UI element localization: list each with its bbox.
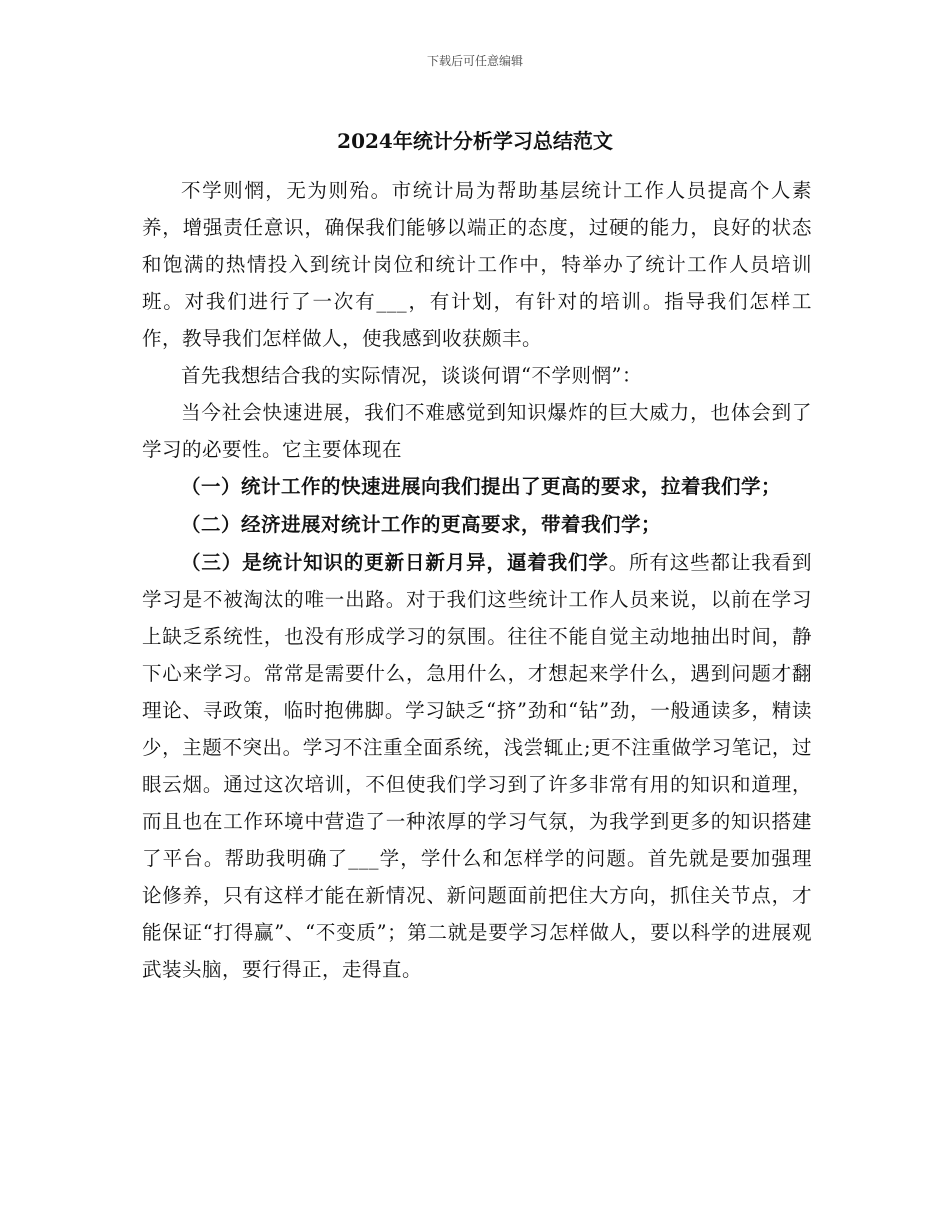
paragraph-point-three-body: 。所有这些都让我看到学习是不被淘汰的唯一出路。对于我们这些统计工作人员来说，以前在学习上缺乏系统性，也没有形成学习的氛围。往往不能自觉主动地抽出时间，静下心来学习。常常是需要什么，急用什么，才想起来学什么，遇到问题才翻理论、寻政策，临时抱佛脚。学习缺乏“挤”劲和“钻”劲，一般通读多，精读少，主题不突出。学习不注重全面系统，浅尝辄止;更不注重做学习笔记，过眼云烟。通过这次培训，不但使我们学习到了许多非常有用的知识和道理，而且也在工作环境中营造了一种浓厚的学习气氛，为我学到更多的知识搭建了平台。帮助我明确了___学，学什么和怎样学的问题。首先就是要加强理论修养，只有这样才能在新情况、新问题面前把住大方向，抓住关节点，才能保证“打得赢”、“不变质”；第二就是要学习怎样做人，要以科学的进展观武装头脑，要行得正，走得直。 <box>142 551 812 981</box>
paragraph-intro: 不学则惘，无为则殆。市统计局为帮助基层统计工作人员提高个人素养，增强责任意识，确保我们能够以端正的态度，过硬的能力，良好的状态和饱满的热情投入到统计岗位和统计工作中，特举办了统计工作人员培训班。对我们进行了一次有___，有计划，有针对的培训。指导我们怎样工作，教导我们怎样做人，使我感到收获颇丰。 <box>142 179 812 350</box>
paragraph-context: 当今社会快速进展，我们不难感觉到知识爆炸的巨大威力，也体会到了学习的必要性。它主要体现在 <box>142 401 812 461</box>
document-body <box>142 172 812 988</box>
page-header-note: 下载后可任意编辑 <box>426 54 523 68</box>
paragraph-point-three <box>142 544 812 988</box>
document-title: 2024年统计分析学习总结范文 <box>337 129 613 153</box>
paragraph-point-three-lead: （三）是统计知识的更新日新月异，逼着我们学 <box>181 551 609 574</box>
paragraph-point-two: （二）经济进展对统计工作的更高要求，带着我们学； <box>181 513 662 536</box>
paragraph-topic: 首先我想结合我的实际情况，谈谈何谓“不学则惘”： <box>181 364 642 387</box>
paragraph-point-one: （一）统计工作的快速进展向我们提出了更高的要求，拉着我们学； <box>181 475 782 498</box>
